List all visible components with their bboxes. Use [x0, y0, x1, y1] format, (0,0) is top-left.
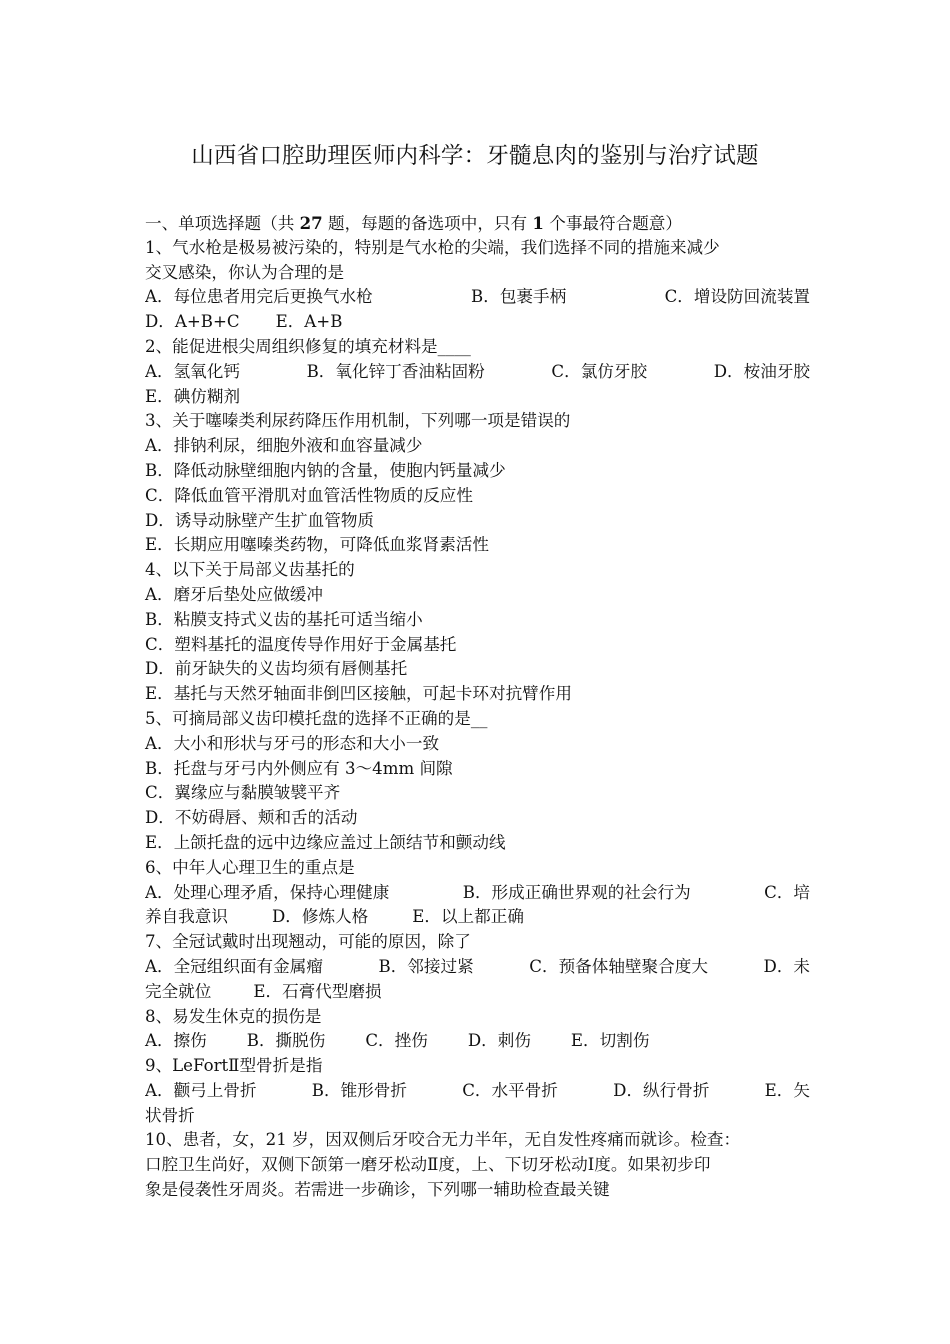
option-c: C．水平骨折 — [462, 1080, 558, 1100]
question-6-options-row1 — [145, 881, 810, 906]
option-a: A．每位患者用完后更换气水枪 — [145, 287, 373, 307]
question-10-stem-cont: 口腔卫生尚好，双侧下颌第一磨牙松动Ⅱ度，上、下切牙松动Ⅰ度。如果初步印 — [145, 1155, 711, 1175]
question-5-stem: 5、可摘局部义齿印模托盘的选择不正确的是__ — [145, 708, 488, 728]
option-d: D．不妨碍唇、颊和舌的活动 — [145, 808, 358, 828]
question-2-stem: 2、能促进根尖周组织修复的填充材料是____ — [145, 336, 471, 356]
option-d: D．未 — [763, 956, 810, 976]
question-1-stem: 1、气水枪是极易被污染的，特别是气水枪的尖端，我们选择不同的措施来减少 — [145, 237, 720, 257]
option-d: D．诱导动脉壁产生扩血管物质 — [145, 510, 375, 530]
option-b: B．包裹手柄 — [471, 287, 567, 307]
option-d: D．A+B+C — [145, 312, 240, 332]
option-e: E．上颌托盘的远中边缘应盖过上颌结节和颤动线 — [145, 832, 506, 852]
question-8-stem: 8、易发生休克的损伤是 — [145, 1006, 322, 1026]
option-a: A．擦伤 — [145, 1031, 207, 1051]
option-d: D．纵行骨折 — [613, 1080, 710, 1100]
question-8-options — [145, 1029, 810, 1054]
option-e: E．石膏代型磨损 — [253, 981, 382, 1001]
option-b: B．形成正确世界观的社会行为 — [462, 882, 691, 902]
option-c: C．翼缘应与黏膜皱襞平齐 — [145, 783, 341, 803]
option-a: A．氢氧化钙 — [145, 361, 240, 381]
question-9-options-row2: 状骨折 — [145, 1105, 195, 1125]
section-heading: 一、单项选择题（共 27 题，每题的备选项中，只有 1 个事最符合题意） — [145, 213, 682, 233]
question-1-stem-cont: 交叉感染，你认为合理的是 — [145, 262, 345, 282]
question-1-options-row1 — [145, 285, 810, 310]
option-c: C．挫伤 — [365, 1031, 428, 1051]
option-e: E．长期应用噻嗪类药物，可降低血浆肾素活性 — [145, 535, 489, 555]
option-c: C．塑料基托的温度传导作用好于金属基托 — [145, 634, 457, 654]
option-c: C．增设防回流装置 — [664, 287, 810, 307]
option-c: C．培 — [764, 882, 810, 902]
option-c: C．降低血管平滑肌对血管活性物质的反应性 — [145, 485, 473, 505]
option-e: E．碘仿糊剂 — [145, 386, 241, 406]
option-c: C．氯仿牙胶 — [551, 361, 648, 381]
question-7-options-row2: 完全就位 E．石膏代型磨损 — [145, 981, 382, 1001]
question-7-stem: 7、全冠试戴时出现翘动，可能的原因，除了 — [145, 932, 471, 952]
option-d: D．修炼人格 — [271, 907, 369, 927]
question-3-stem: 3、关于噻嗪类利尿药降压作用机制，下列哪一项是错误的 — [145, 411, 571, 431]
option-b: B．撕脱伤 — [246, 1031, 326, 1051]
option-b: B．锥形骨折 — [311, 1080, 407, 1100]
option-a: A．颧弓上骨折 — [145, 1080, 257, 1100]
option-b: B．粘膜支持式义齿的基托可适当缩小 — [145, 609, 423, 629]
option-a: A．排钠利尿，细胞外液和血容量减少 — [145, 436, 423, 456]
question-10-stem-cont: 象是侵袭性牙周炎。若需进一步确诊，下列哪一辅助检查最关键 — [145, 1180, 610, 1200]
question-7-options-row1 — [145, 955, 810, 980]
option-a: A．磨牙后垫处应做缓冲 — [145, 584, 323, 604]
option-b: B．氧化锌丁香油粘固粉 — [306, 361, 485, 381]
option-d: D．刺伤 — [467, 1031, 531, 1051]
option-b: B．邻接过紧 — [378, 956, 474, 976]
question-9-stem: 9、LeFortⅡ型骨折是指 — [145, 1056, 323, 1076]
question-list — [145, 211, 810, 1203]
question-6-options-row2: 养自我意识 D．修炼人格 E．以上都正确 — [145, 907, 524, 927]
question-4-stem: 4、以下关于局部义齿基托的 — [145, 560, 355, 580]
option-e: E．切割伤 — [570, 1031, 650, 1051]
option-a: A．处理心理矛盾，保持心理健康 — [145, 882, 390, 902]
option-a: A．全冠组织面有金属瘤 — [145, 956, 323, 976]
question-9-options-row1 — [145, 1079, 810, 1104]
option-e: E．A+B — [275, 312, 343, 332]
question-1-options-row2 — [145, 310, 810, 335]
option-e: E．基托与天然牙轴面非倒凹区接触，可起卡环对抗臂作用 — [145, 684, 572, 704]
option-c: C．预备体轴壁聚合度大 — [529, 956, 708, 976]
option-a: A．大小和形状与牙弓的形态和大小一致 — [145, 733, 440, 753]
question-2-options-row1 — [145, 360, 810, 385]
question-6-stem: 6、中年人心理卫生的重点是 — [145, 857, 355, 877]
option-e: E．以上都正确 — [412, 907, 524, 927]
option-b: B．托盘与牙弓内外侧应有 3～4mm 间隙 — [145, 758, 453, 778]
option-d: D．桉油牙胶 — [713, 361, 810, 381]
question-10-stem: 10、患者，女，21 岁，因双侧后牙咬合无力半年，无自发性疼痛而就诊。检查： — [145, 1130, 741, 1150]
page-title: 山西省口腔助理医师内科学：牙髓息肉的鉴别与治疗试题 — [191, 143, 759, 169]
option-d: D．前牙缺失的义齿均须有唇侧基托 — [145, 659, 408, 679]
option-e: E．矢 — [764, 1080, 810, 1100]
option-b: B．降低动脉壁细胞内钠的含量，使胞内钙量减少 — [145, 460, 506, 480]
